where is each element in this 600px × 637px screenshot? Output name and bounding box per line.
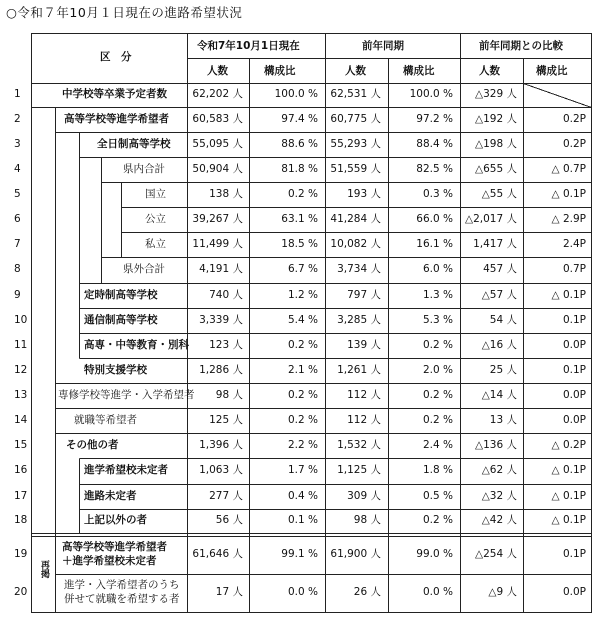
cell-diff: △42 人 xyxy=(481,514,517,526)
cell-cur_r: 100.0 % xyxy=(274,88,318,100)
cell-prev: 51,559 人 xyxy=(330,163,381,175)
cell-prev_r: 1.3 % xyxy=(422,289,453,301)
cell-cur: 55,095 人 xyxy=(192,138,243,150)
row-number: 11 xyxy=(14,339,28,351)
cell-cur_r: 0.2 % xyxy=(287,414,318,426)
cell-cur: 740 人 xyxy=(209,289,243,301)
cell-cur: 1,063 人 xyxy=(199,464,243,476)
row-label: 全日制高等学校 xyxy=(97,138,171,150)
row-label: 公立 xyxy=(145,213,166,225)
row-label-line2: ＋進学希望校未定者 xyxy=(62,555,157,567)
row-number: 1 xyxy=(14,88,21,100)
cell-prev_r: 97.2 % xyxy=(416,113,453,125)
cell-cur: 277 人 xyxy=(209,490,243,502)
cell-prev: 1,125 人 xyxy=(337,464,381,476)
cell-diff: △655 人 xyxy=(475,163,517,175)
cell-cur: 60,583 人 xyxy=(192,113,243,125)
row-label: 進学・入学希望者のうち xyxy=(64,579,180,591)
cell-diff_r: 0.0P xyxy=(562,586,586,598)
row-label: 国立 xyxy=(145,188,166,200)
cell-prev_r: 0.2 % xyxy=(422,389,453,401)
header-count-cur: 人数 xyxy=(207,65,228,77)
cell-diff: △254 人 xyxy=(475,548,517,560)
cell-prev: 112 人 xyxy=(347,389,381,401)
cell-cur_r: 2.1 % xyxy=(287,364,318,376)
row-number: 13 xyxy=(14,389,28,401)
cell-diff_r: 0.1P xyxy=(562,364,586,376)
cell-diff_r: 0.1P xyxy=(562,314,586,326)
cell-cur_r: 97.4 % xyxy=(281,113,318,125)
row-label: 進路未定者 xyxy=(84,490,137,502)
cell-prev_r: 16.1 % xyxy=(416,238,453,250)
cell-diff: △136 人 xyxy=(475,439,517,451)
cell-diff: △57 人 xyxy=(481,289,517,301)
header-ratio-cur: 構成比 xyxy=(264,65,296,77)
cell-diff_r: 0.1P xyxy=(562,548,586,560)
cell-cur: 39,267 人 xyxy=(192,213,243,225)
cell-diff: 1,417 人 xyxy=(473,238,517,250)
cell-cur_r: 5.4 % xyxy=(287,314,318,326)
cell-diff: 457 人 xyxy=(483,263,517,275)
cell-diff_r: △ 0.1P xyxy=(551,514,586,526)
row-number: 12 xyxy=(14,364,28,376)
cell-diff: △55 人 xyxy=(481,188,517,200)
header-count-diff: 人数 xyxy=(479,65,500,77)
cell-diff_r: 0.0P xyxy=(562,414,586,426)
cell-prev_r: 2.0 % xyxy=(422,364,453,376)
cell-cur: 1,286 人 xyxy=(199,364,243,376)
cell-cur_r: 0.4 % xyxy=(287,490,318,502)
cell-diff_r: △ 0.2P xyxy=(551,439,586,451)
cell-prev: 26 人 xyxy=(353,586,381,598)
cell-prev: 1,532 人 xyxy=(337,439,381,451)
cell-diff: 13 人 xyxy=(489,414,517,426)
row-label: 高等学校等進学希望者 xyxy=(62,541,167,553)
cell-cur_r: 81.8 % xyxy=(281,163,318,175)
cell-prev: 3,734 人 xyxy=(337,263,381,275)
row-number: 16 xyxy=(14,464,28,476)
cell-cur_r: 1.7 % xyxy=(287,464,318,476)
cell-cur: 17 人 xyxy=(215,586,243,598)
cell-diff: △329 人 xyxy=(475,88,517,100)
cell-prev: 60,775 人 xyxy=(330,113,381,125)
cell-cur_r: 0.2 % xyxy=(287,339,318,351)
header-category: 区 分 xyxy=(100,51,132,63)
cell-cur_r: 63.1 % xyxy=(281,213,318,225)
row-number: 8 xyxy=(14,263,21,275)
header-current: 令和7年10月1日現在 xyxy=(197,40,300,52)
row-number: 4 xyxy=(14,163,21,175)
cell-diff_r: 0.2P xyxy=(562,113,586,125)
header-ratio-diff: 構成比 xyxy=(536,65,568,77)
cell-prev_r: 0.0 % xyxy=(422,586,453,598)
cell-cur_r: 18.5 % xyxy=(281,238,318,250)
cell-diff_r: 2.4P xyxy=(562,238,586,250)
cell-diff_r: △ 0.1P xyxy=(551,464,586,476)
cell-prev_r: 88.4 % xyxy=(416,138,453,150)
row-number: 18 xyxy=(14,514,28,526)
cell-cur: 138 人 xyxy=(209,188,243,200)
cell-diff_r: 0.0P xyxy=(562,389,586,401)
row-label: 高等学校等進学希望者 xyxy=(64,113,169,125)
cell-cur: 56 人 xyxy=(215,514,243,526)
cell-diff_r: 0.7P xyxy=(562,263,586,275)
row-label: 定時制高等学校 xyxy=(84,289,158,301)
cell-diff: 54 人 xyxy=(489,314,517,326)
cell-prev_r: 66.0 % xyxy=(416,213,453,225)
row-label: 高専・中等教育・別科 xyxy=(84,339,189,351)
cell-prev: 309 人 xyxy=(347,490,381,502)
row-label: その他の者 xyxy=(66,439,119,451)
row-label: 専修学校等進学・入学希望者 xyxy=(58,389,195,401)
cell-cur: 3,339 人 xyxy=(199,314,243,326)
cell-prev: 62,531 人 xyxy=(330,88,381,100)
cell-diff_r: 0.2P xyxy=(562,138,586,150)
cell-diff: △9 人 xyxy=(488,586,517,598)
cell-diff: △32 人 xyxy=(481,490,517,502)
cell-prev: 41,284 人 xyxy=(330,213,381,225)
cell-diff_r: 0.0P xyxy=(562,339,586,351)
cell-cur: 98 人 xyxy=(215,389,243,401)
cell-prev_r: 100.0 % xyxy=(409,88,453,100)
cell-prev_r: 0.2 % xyxy=(422,414,453,426)
row-number: 9 xyxy=(14,289,21,301)
header-previous: 前年同期 xyxy=(362,40,404,52)
cell-cur: 50,904 人 xyxy=(192,163,243,175)
row-number: 14 xyxy=(14,414,28,426)
row-label: 上記以外の者 xyxy=(84,514,147,526)
cell-cur: 1,396 人 xyxy=(199,439,243,451)
row-label: 県外合計 xyxy=(123,263,165,275)
cell-diff_r: △ 2.9P xyxy=(551,213,586,225)
cell-diff_r: △ 0.1P xyxy=(551,490,586,502)
cell-cur_r: 99.1 % xyxy=(281,548,318,560)
row-number: 2 xyxy=(14,113,21,125)
cell-diff: △62 人 xyxy=(481,464,517,476)
row-number: 7 xyxy=(14,238,21,250)
cell-prev: 55,293 人 xyxy=(330,138,381,150)
cell-prev_r: 0.5 % xyxy=(422,490,453,502)
cell-prev_r: 0.2 % xyxy=(422,339,453,351)
cell-prev: 797 人 xyxy=(347,289,381,301)
cell-prev: 1,261 人 xyxy=(337,364,381,376)
row-label: 進学希望校未定者 xyxy=(84,464,168,476)
page-title: ○令和７年10月１日現在の進路希望状況 xyxy=(6,5,243,20)
row-label-line2: 併せて就職を希望する者 xyxy=(64,593,180,605)
row-label: 就職等希望者 xyxy=(74,414,137,426)
cell-diff: △16 人 xyxy=(481,339,517,351)
cell-prev_r: 82.5 % xyxy=(416,163,453,175)
cell-diff_r: △ 0.1P xyxy=(551,188,586,200)
row-label: 中学校等卒業予定者数 xyxy=(62,88,167,100)
cell-cur: 4,191 人 xyxy=(199,263,243,275)
cell-prev_r: 6.0 % xyxy=(422,263,453,275)
cell-cur_r: 0.1 % xyxy=(287,514,318,526)
cell-prev_r: 0.2 % xyxy=(422,514,453,526)
row-number: 10 xyxy=(14,314,28,326)
row-label: 通信制高等学校 xyxy=(84,314,158,326)
row-number: 20 xyxy=(14,586,28,598)
row-number: 17 xyxy=(14,490,28,502)
cell-cur: 123 人 xyxy=(209,339,243,351)
cell-cur_r: 2.2 % xyxy=(287,439,318,451)
row-number: 3 xyxy=(14,138,21,150)
cell-prev: 193 人 xyxy=(347,188,381,200)
cell-cur: 125 人 xyxy=(209,414,243,426)
cell-prev: 61,900 人 xyxy=(330,548,381,560)
cell-cur: 61,646 人 xyxy=(192,548,243,560)
cell-diff: △192 人 xyxy=(475,113,517,125)
cell-cur_r: 0.0 % xyxy=(287,586,318,598)
cell-prev: 139 人 xyxy=(347,339,381,351)
row-label: 特別支援学校 xyxy=(84,364,147,376)
cell-prev: 10,082 人 xyxy=(330,238,381,250)
header-comparison: 前年同期との比較 xyxy=(479,40,563,52)
cell-diff: △2,017 人 xyxy=(465,213,517,225)
cell-cur_r: 1.2 % xyxy=(287,289,318,301)
header-ratio-prev: 構成比 xyxy=(403,65,435,77)
cell-diff_r: △ 0.7P xyxy=(551,163,586,175)
cell-prev_r: 2.4 % xyxy=(422,439,453,451)
cell-diff: △14 人 xyxy=(481,389,517,401)
row-label: 県内合計 xyxy=(123,163,165,175)
row-label: 私立 xyxy=(145,238,166,250)
cell-prev_r: 0.3 % xyxy=(422,188,453,200)
cell-prev_r: 5.3 % xyxy=(422,314,453,326)
cell-prev: 98 人 xyxy=(353,514,381,526)
cell-cur: 62,202 人 xyxy=(192,88,243,100)
row-number: 5 xyxy=(14,188,21,200)
cell-prev: 112 人 xyxy=(347,414,381,426)
cell-cur_r: 6.7 % xyxy=(287,263,318,275)
cell-prev_r: 1.8 % xyxy=(422,464,453,476)
cell-diff: 25 人 xyxy=(489,364,517,376)
row-number: 15 xyxy=(14,439,28,451)
cell-cur_r: 88.6 % xyxy=(281,138,318,150)
sai-kei-label: 再掲 xyxy=(38,560,49,578)
cell-prev_r: 99.0 % xyxy=(416,548,453,560)
cell-prev: 3,285 人 xyxy=(337,314,381,326)
cell-cur_r: 0.2 % xyxy=(287,389,318,401)
header-count-prev: 人数 xyxy=(345,65,366,77)
row-number: 19 xyxy=(14,548,28,560)
cell-diff_r: △ 0.1P xyxy=(551,289,586,301)
cell-cur: 11,499 人 xyxy=(192,238,243,250)
cell-diff: △198 人 xyxy=(475,138,517,150)
cell-cur_r: 0.2 % xyxy=(287,188,318,200)
row-number: 6 xyxy=(14,213,21,225)
